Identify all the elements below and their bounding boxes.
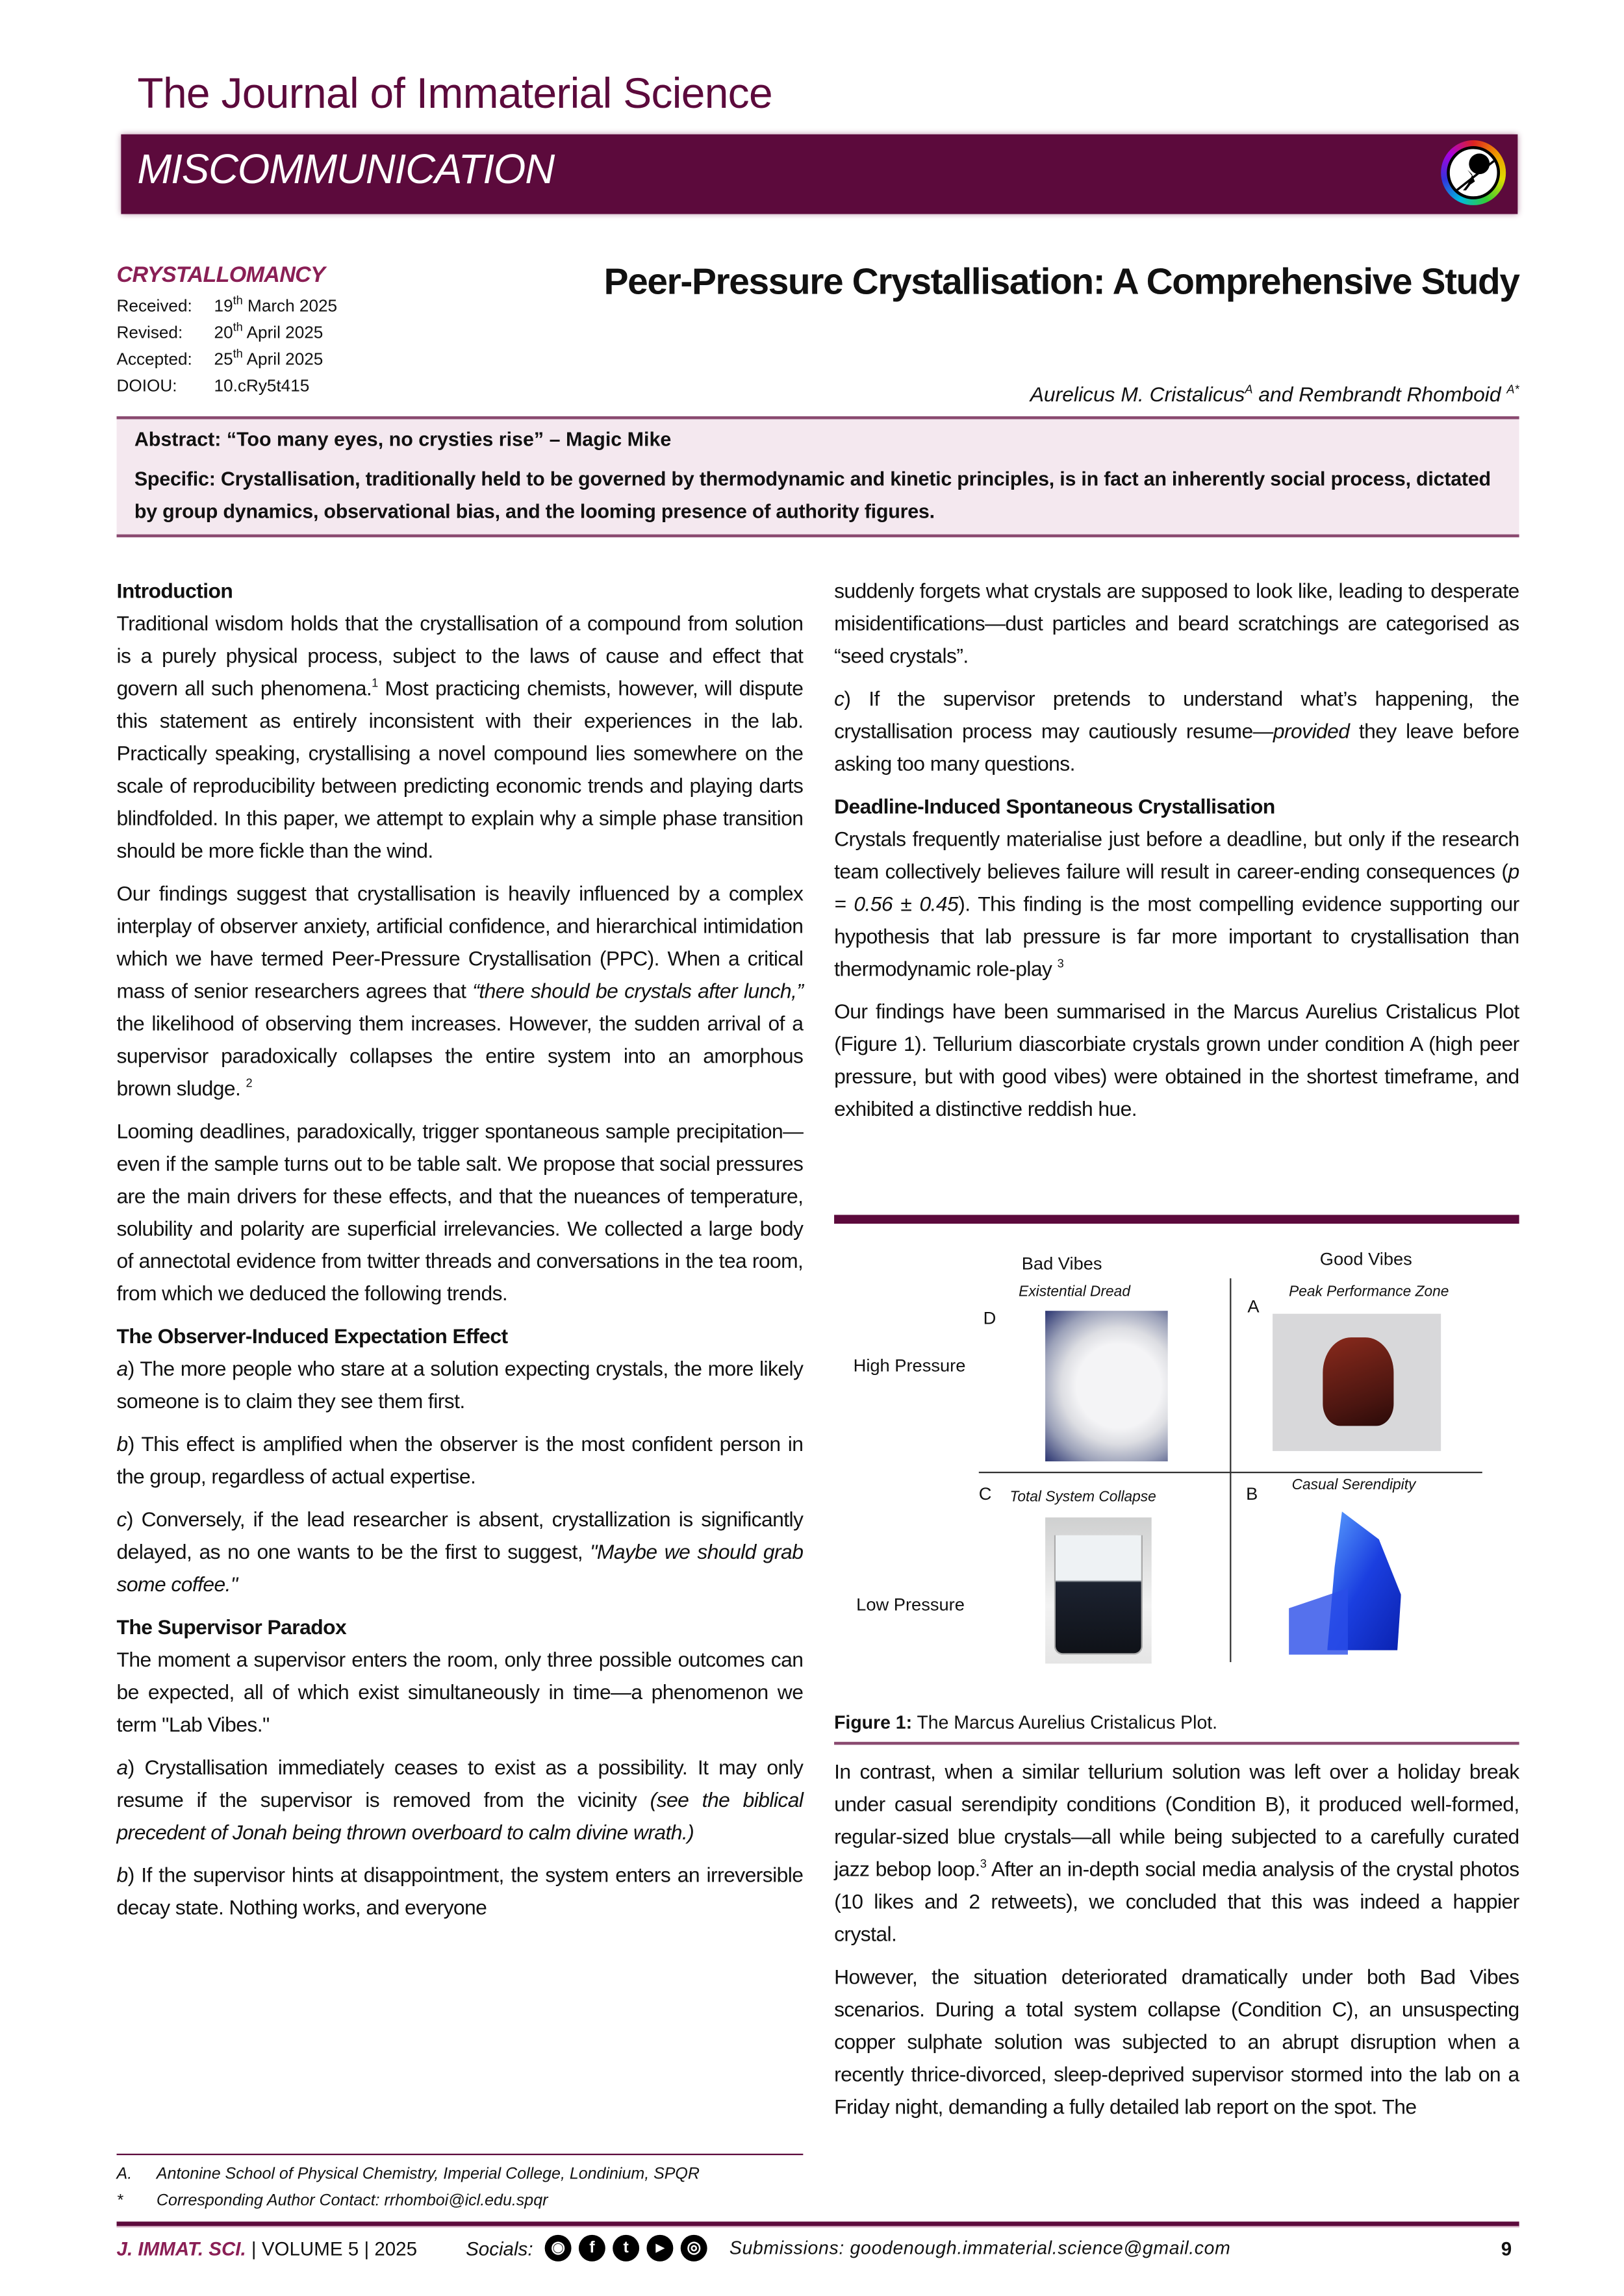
left-column <box>117 574 804 1934</box>
text-run: Traditional wisdom holds that the crystallisation of a compound from solution is a purely physical process, subject to the laws of cause and effect that govern all such phenomena. <box>116 611 804 700</box>
text-run: (see the biblical precedent of Jonah being thrown overboard to calm divine wrath.) <box>116 1787 804 1844</box>
sisyphus-logo-icon <box>1441 140 1506 205</box>
text-run: suddenly forgets what crystals are supposed to look like, leading to desperate misidentifications—dust particles and beard scratchings are categorised as “seed crystals”. <box>834 578 1519 668</box>
figure-bottom-divider <box>834 1742 1519 1745</box>
section-heading: The Supervisor Paradox <box>116 1615 347 1639</box>
page-footer <box>117 2234 1519 2263</box>
author-1-affiliation: A <box>1245 383 1253 396</box>
meta-key: DOIOU: <box>116 377 177 396</box>
vertical-axis <box>1230 1278 1231 1662</box>
footer-divider <box>117 2221 1519 2227</box>
text-run: Looming deadlines, paradoxically, trigger spontaneous sample precipitation—even if the sample turns out to be table salt. We propose that social pressures are the main drivers for these effects, and that the nueances of temperature, solubility and polarity are superficial irrelevancies. We collected a large body of annectotal evidence from twitter threads and conversations in the tea room, from which we deduced the following trends. <box>116 1118 804 1306</box>
text-run: c <box>116 1507 127 1531</box>
text-run: “there should be crystals after lunch,” <box>472 978 804 1003</box>
text-run: they leave before asking too many questions. <box>834 718 1519 776</box>
abstract-box <box>117 416 1519 537</box>
body-paragraph <box>117 1115 804 1309</box>
author-list <box>827 381 1519 407</box>
figure-caption-label: Figure 1: <box>834 1712 913 1734</box>
figure-caption <box>834 1712 1217 1733</box>
text-run: After an in-depth social media analysis of the crystal photos (10 likes and 2 retweets), we concluded that this was indeed a happier crystal. <box>834 1857 1519 1946</box>
meta-value: 19th March 2025 <box>214 294 338 316</box>
article-type: MISCOMMUNICATION <box>137 145 555 192</box>
figure-top-bar <box>834 1215 1519 1224</box>
quadrant-label-a: Peak Performance Zone <box>1289 1284 1449 1301</box>
section-heading: Deadline-Induced Spontaneous Crystallisation <box>834 794 1275 818</box>
body-paragraph <box>834 682 1519 779</box>
text-run: Our findings have been summarised in the Marcus Aurelius Cristalicus Plot (Figure 1). Tellurium diascorbiate crystals grown under condition A (high peer pressure, but with good vibes) were obtained in the shortest timeframe, and exhibited a distinctive reddish hue. <box>834 999 1519 1120</box>
body-paragraph <box>834 1755 1519 1950</box>
text-run: ) Conversely, if the lead researcher is absent, crystallization is significantly delayed, as no one wants to be the first to suggest, <box>116 1507 804 1563</box>
body-paragraph <box>117 1858 804 1923</box>
text-run: The moment a supervisor enters the room, only three possible outcomes can be expected, all of which exist simultaneously in time—a phenomenon we term "Lab Vibes." <box>116 1647 804 1736</box>
meta-row <box>117 347 338 373</box>
journal-title: The Journal of Immaterial Science <box>137 71 772 118</box>
article-type-banner <box>121 134 1517 214</box>
blue-crystal-image <box>1289 1503 1419 1655</box>
quadrant-label-d: Existential Dread <box>1019 1284 1130 1301</box>
text-run: provided <box>1273 718 1350 743</box>
text-run: Most practicing chemists, however, will dispute this statement as entirely inconsistent with their experiences in the lab. Practically speaking, crystallising a novel compound lies somewhere on the scale of reproducibility between predicting economic trends and playing darts blindfolded. In this paper, we attempt to explain why a simple phase transition should be more fickle than the wind. <box>116 675 804 863</box>
text-run: a <box>116 1356 128 1380</box>
quadrant-letter-c: C <box>978 1483 992 1504</box>
column-label-bad-vibes: Bad Vibes <box>1021 1253 1102 1274</box>
body-paragraph <box>117 877 804 1104</box>
text-run: ) If the supervisor pretends to understand what’s happening, the crystallisation process may cautiously resume— <box>834 686 1519 743</box>
meta-value: 25th April 2025 <box>214 347 324 370</box>
text-run: b <box>116 1432 128 1456</box>
body-paragraph <box>117 1352 804 1417</box>
footnote-affiliation <box>117 2164 700 2185</box>
body-paragraph <box>117 1643 804 1741</box>
abstract-specific: Specific: Crystallisation, traditionally held to be governed by thermodynamic and kinetic principles, is in fact an inherently social process, dictated by group dynamics, observational bias, and the looming presence of authority figures. <box>134 468 1491 523</box>
body-paragraph <box>834 574 1519 672</box>
text-run: c <box>834 686 844 711</box>
row-label-high-pressure: High Pressure <box>853 1355 966 1376</box>
text-run: ) Crystallisation immediately ceases to exist as a possibility. It may only resume if the supervisor is removed from the vicinity <box>116 1755 804 1811</box>
body-paragraph <box>117 1503 804 1600</box>
footnote-marker: A. <box>116 2165 133 2184</box>
footnote-divider <box>117 2154 804 2155</box>
text-run: a <box>116 1755 128 1779</box>
twitter-icon[interactable]: t <box>613 2235 639 2262</box>
quadrant-letter-d: D <box>983 1307 996 1329</box>
figure-caption-text: The Marcus Aurelius Cristalicus Plot. <box>912 1712 1218 1734</box>
text-run: p = 0.56 ± 0.45 <box>834 859 1519 916</box>
reddit-icon[interactable]: ◉ <box>545 2235 572 2262</box>
text-run: the likelihood of observing them increases. However, the sudden arrival of a supervisor paradoxically collapses the entire system into an amorphous brown sludge. <box>116 1011 804 1100</box>
meta-key: Revised: <box>116 324 183 343</box>
article-metadata <box>117 263 338 400</box>
text-run: 2 <box>246 1076 253 1091</box>
text-run: 3 <box>1057 957 1064 970</box>
row-label-low-pressure: Low Pressure <box>856 1594 965 1615</box>
text-run: Crystals frequently materialise just before a deadline, but only if the research team collectively believes failure will result in career-ending consequences ( <box>834 826 1519 883</box>
body-paragraph <box>117 607 804 866</box>
page-number: 9 <box>1501 2237 1512 2260</box>
journal-abbrev: J. IMMAT. SCI. <box>116 2237 246 2260</box>
meta-value: 10.cRy5t415 <box>214 377 310 396</box>
red-crystal-image <box>1273 1314 1441 1451</box>
quadrant-label-c: Total System Collapse <box>1009 1489 1156 1506</box>
text-run: However, the situation deteriorated dramatically under both Bad Vibes scenarios. During a total system collapse (Condition C), an unsuspecting copper sulphate solution was subjected to an abrupt disruption when a recently thrice-divorced, sleep-deprived supervisor stormed into the lab on a Friday night, demanding a fully detailed lab report on the spot. The <box>834 1964 1519 2119</box>
volume-year: | VOLUME 5 | 2025 <box>246 2237 418 2260</box>
footnote-contact <box>117 2191 548 2212</box>
body-paragraph <box>117 1750 804 1848</box>
footnote-marker: * <box>116 2191 123 2210</box>
text-run: Our findings suggest that crystallisation is heavily influenced by a complex interplay of observer anxiety, artificial confidence, and hierarchical intimidation which we have termed Peer-Pressure Crystallisation (PPC). When a critical mass of senior researchers agrees that <box>116 881 804 1003</box>
right-column-top <box>834 574 1519 1135</box>
text-run: b <box>116 1863 128 1887</box>
salt-crystals-image <box>1045 1311 1168 1461</box>
text-run: 3 <box>980 1857 987 1871</box>
meta-value: 20th April 2025 <box>214 320 324 343</box>
quadrant-letter-b: B <box>1246 1483 1258 1504</box>
socials-label: Socials: <box>466 2237 533 2260</box>
meta-key: Accepted: <box>116 351 192 370</box>
text-run: 1 <box>372 676 378 690</box>
text-run: "Maybe we should grab some coffee." <box>116 1539 804 1596</box>
text-run: ). This finding is the most compelling evidence supporting our hypothesis that lab pressure is far more important to crystallisation than thermodynamic role-play <box>834 891 1519 981</box>
footnote-text: Corresponding Author Contact: rrhomboi@icl.edu.spqr <box>156 2191 548 2210</box>
column-label-good-vibes: Good Vibes <box>1319 1248 1412 1270</box>
section-heading: The Observer-Induced Expectation Effect <box>116 1324 508 1348</box>
instagram-icon[interactable]: ◎ <box>681 2235 707 2262</box>
body-paragraph <box>834 822 1519 985</box>
body-paragraph <box>834 1960 1519 2123</box>
body-paragraph <box>117 1428 804 1493</box>
text-run: ) This effect is amplified when the observer is the most confident person in the group, regardless of actual expertise. <box>116 1432 804 1488</box>
youtube-icon[interactable]: ▸ <box>647 2235 674 2262</box>
footnote-text: Antonine School of Physical Chemistry, Imperial College, Londinium, SPQR <box>156 2165 700 2184</box>
quadrant-letter-a: A <box>1247 1296 1260 1317</box>
section-heading: Introduction <box>116 578 233 603</box>
meta-row <box>117 294 338 320</box>
author-1: Aurelicus M. Cristalicus <box>1030 382 1245 406</box>
body-paragraph <box>834 995 1519 1125</box>
beaker-sludge-image <box>1045 1517 1152 1663</box>
section-label: CRYSTALLOMANCY <box>116 262 325 288</box>
author-2: and Rembrandt Rhomboid <box>1252 382 1507 406</box>
abstract-quote: Abstract: “Too many eyes, no crysties rise” – Magic Mike <box>134 428 672 451</box>
text-run: ) If the supervisor hints at disappointment, the system enters an irreversible decay state. Nothing works, and everyone <box>116 1863 804 1919</box>
author-2-affiliation: A* <box>1506 383 1519 396</box>
text-run: ) The more people who stare at a solution expecting crystals, the more likely someone is to claim they see them first. <box>116 1356 804 1413</box>
meta-row <box>117 320 338 347</box>
quadrant-label-b: Casual Serendipity <box>1291 1477 1416 1494</box>
meta-key: Received: <box>116 298 192 316</box>
text-run: In contrast, when a similar tellurium solution was left over a holiday break under casual serendipity conditions (Condition B), it produced well-formed, regular-sized blue crystals—all while being subjected to a carefully curated jazz bebop loop. <box>834 1760 1519 1881</box>
article-title: Peer-Pressure Crystallisation: A Comprehensive Study <box>603 261 1519 303</box>
facebook-icon[interactable]: f <box>579 2235 605 2262</box>
horizontal-axis <box>979 1472 1482 1473</box>
meta-row <box>117 373 338 400</box>
right-column-bottom <box>834 1755 1519 2133</box>
submissions-email[interactable]: Submissions: goodenough.immaterial.science@gmail.com <box>729 2238 1231 2259</box>
